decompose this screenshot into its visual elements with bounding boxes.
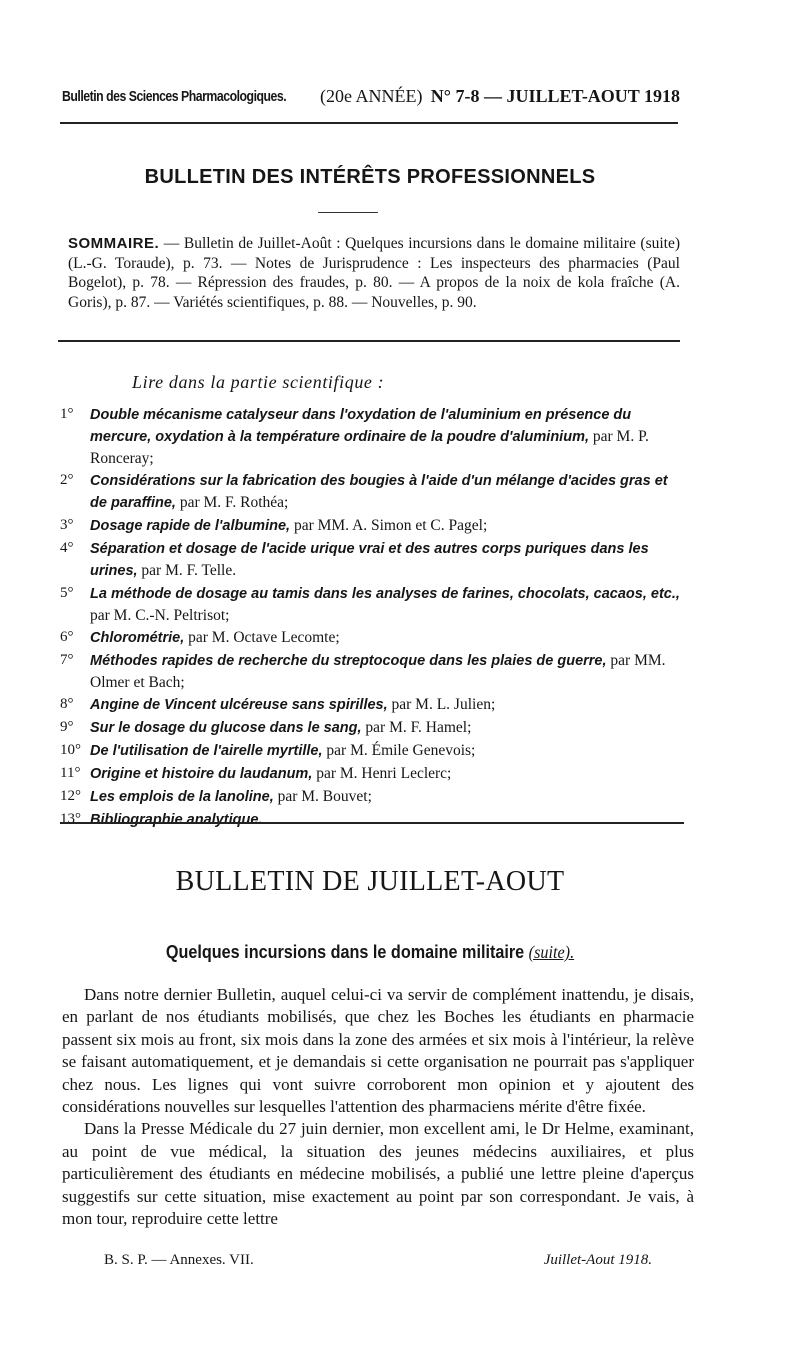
list-item — [60, 694, 686, 716]
list-item-title: Double mécanisme catalyseur dans l'oxydation de l'aluminium en présence du mercure, oxydation à la température ordinaire de la poudre d'aluminium, — [90, 407, 632, 445]
issue-number: N° 7-8 — JUILLET-AOUT 1918 — [430, 86, 680, 106]
list-item-author: par M. F. Hamel; — [365, 719, 472, 736]
list-item-author: par M. Octave Lecomte; — [188, 629, 340, 646]
article-body — [62, 984, 694, 1230]
sommaire-label: SOMMAIRE. — [68, 235, 160, 252]
list-item-author: par M. F. Rothéa; — [179, 494, 289, 511]
paragraph: Dans notre dernier Bulletin, auquel celui-ci va servir de complément inattendu, je disais, en parlant de nos étudiants mobilisés, que chez les Boches les étudiants en pharmacie passent six mois au front, six mois dans la zone des armées et six mois à l'intérieur, la relève se faisant automatiquement, et je demandais si cette organisation ne pourrait pas s'appliquer chez nous. Les lignes qui vont suivre corroborent mon opinion et y ajoutent des considérations nouvelles sur lesquelles l'attention des pharmaciens mérite d'être fixée. — [62, 985, 694, 1117]
list-item-author: par M. C.-N. Peltrisot; — [90, 607, 230, 624]
list-item — [60, 763, 686, 785]
section-title: BULLETIN DES INTÉRÊTS PROFESSIONNELS — [144, 166, 596, 188]
list-item-number: 10° — [60, 742, 81, 758]
list-item — [60, 627, 686, 649]
list-item-number: 8° — [60, 696, 74, 712]
list-item-author: par MM. A. Simon et C. Pagel; — [293, 517, 488, 534]
list-item — [60, 404, 686, 469]
list-item-author: par M. P. Ronceray; — [90, 428, 649, 467]
list-item — [60, 538, 686, 582]
list-item-title: Angine de Vincent ulcéreuse sans spirilles, — [90, 697, 388, 713]
list-item — [60, 786, 686, 808]
list-item-number: 11° — [60, 765, 81, 781]
list-item-number: 9° — [60, 719, 74, 735]
list-item-title: Sur le dosage du glucose dans le sang, — [90, 720, 362, 736]
list-item-number: 12° — [60, 788, 81, 804]
list-item-author: par M. Henri Leclerc; — [316, 765, 452, 782]
list-item-number: 6° — [60, 629, 74, 645]
bulletin-title: BULLETIN DE JUILLET-AOUT — [175, 866, 565, 897]
list-item-title: La méthode de dosage au tamis dans les analyses de farines, chocolats, cacaos, etc., — [90, 586, 680, 602]
list-item — [60, 740, 686, 762]
list-item-title: Chlorométrie, — [90, 630, 185, 646]
list-item-number: 1° — [60, 406, 74, 422]
list-item-title: Considérations sur la fabrication des bougies à l'aide d'un mélange d'acides gras et de paraffine, — [90, 473, 668, 511]
list-item — [60, 583, 686, 626]
header-rule — [60, 122, 678, 124]
article-title — [37, 942, 703, 963]
list-item-title: Méthodes rapides de recherche du streptocoque dans les plaies de guerre, — [90, 653, 607, 669]
paragraph: Dans la Presse Médicale du 27 juin dernier, mon excellent ami, le Dr Helme, examinant, au point de vue médical, la situation des jeunes médecins auxiliaires, et plus particulièrement des étudiants en médecine mobilisés, a publié une lettre pleine d'aperçus suggestifs sur cette situation, mise exactement au point par son correspondant. Je vais, à mon tour, reproduire cette lettre — [62, 1119, 694, 1229]
list-item-author: par M. Émile Genevois; — [326, 742, 476, 759]
sommaire-rule — [58, 340, 680, 342]
footer-left: B. S. P. — Annexes. VII. — [104, 1252, 254, 1268]
running-head — [62, 86, 680, 116]
list-item-author: par M. Bouvet; — [277, 788, 372, 805]
list-item — [60, 650, 686, 693]
list-item-author: par M. L. Julien; — [391, 696, 496, 713]
list-item-number: 4° — [60, 540, 74, 556]
list-item-number: 7° — [60, 652, 74, 668]
journal-name: Bulletin des Sciences Pharmacologiques. — [62, 88, 287, 105]
list-item — [60, 717, 686, 739]
list-item — [60, 470, 686, 514]
page-footer — [104, 1252, 652, 1274]
list-item-author: par MM. Olmer et Bach; — [90, 652, 666, 691]
journal-year: (20e ANNÉE) — [320, 86, 423, 106]
short-divider — [318, 212, 378, 213]
scientific-list — [60, 404, 686, 832]
list-item-title: Dosage rapide de l'albumine, — [90, 518, 291, 534]
list-item-number: 5° — [60, 585, 74, 601]
list-item — [60, 515, 686, 537]
sommaire — [68, 234, 680, 312]
sommaire-text: — Bulletin de Juillet-Août : Quelques incursions dans le domaine militaire (suite) (L.-G. Toraude), p. 73. — Notes de Jurisprudence : Les inspecteurs des pharmacies (Paul Bogelot), p. 78. — Répression des fraudes, p. 80. — A propos de la noix de kola fraîche (A. Goris), p. 87. — Variétés scientifiques, p. 88. — Nouvelles, p. 90. — [68, 235, 681, 311]
article-title-suite: (suite). — [528, 942, 575, 962]
list-item-title: De l'utilisation de l'airelle myrtille, — [90, 743, 323, 759]
list-item-author: par M. F. Telle. — [141, 562, 237, 579]
list-item-number: 13° — [60, 811, 81, 827]
lire-heading: Lire dans la partie scientifique : — [132, 372, 385, 392]
article-title-text: Quelques incursions dans le domaine militaire — [165, 942, 525, 962]
list-item-title: Origine et histoire du laudanum, — [90, 766, 313, 782]
list-rule — [60, 822, 684, 824]
list-item-number: 3° — [60, 517, 74, 533]
list-item-title: Séparation et dosage de l'acide urique vrai et des autres corps puriques dans les urines, — [90, 541, 649, 579]
list-item-title: Bibliographie analytique. — [90, 812, 263, 828]
list-item-title: Les emplois de la lanoline, — [90, 789, 274, 805]
list-item-number: 2° — [60, 472, 74, 488]
footer-right: Juillet-Aout 1918. — [543, 1252, 652, 1268]
list-item — [60, 809, 686, 831]
